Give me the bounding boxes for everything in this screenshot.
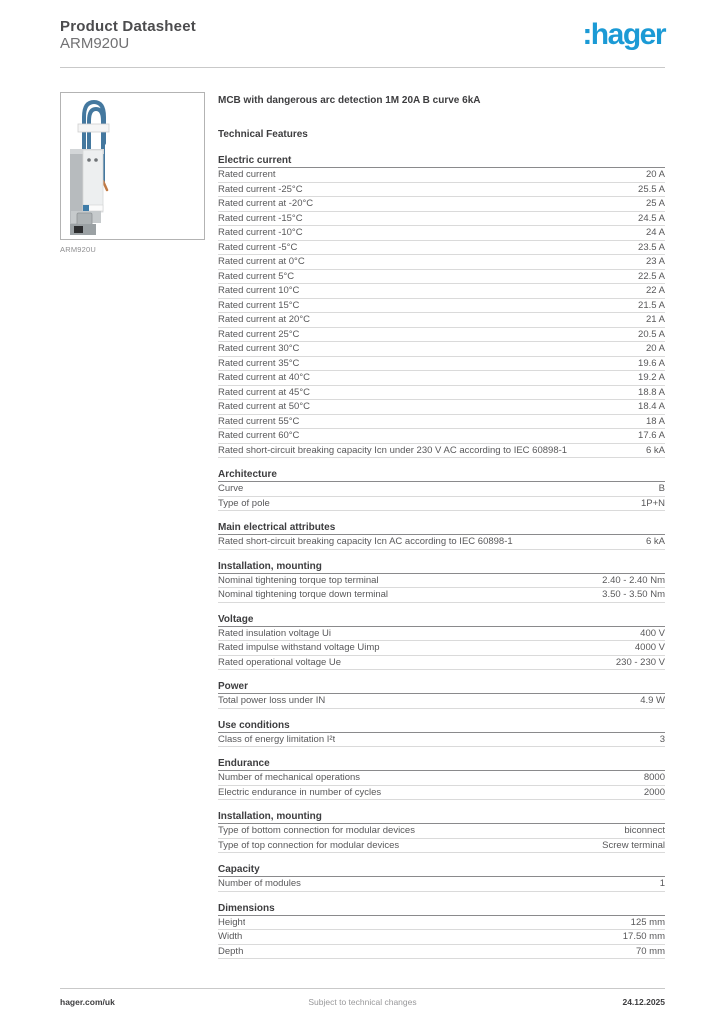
spec-row-value: 1P+N	[640, 497, 665, 509]
spec-row-label: Rated current at 40°C	[218, 372, 310, 384]
technical-features-heading: Technical Features	[218, 129, 308, 140]
footer-row	[60, 997, 665, 1007]
spec-row-value: 23.5 A	[638, 241, 665, 253]
spec-row-label: Rated operational voltage Ue	[218, 656, 342, 668]
spec-row	[218, 313, 665, 328]
spec-section-title: Main electrical attributes	[218, 522, 665, 535]
spec-row-label: Nominal tightening torque top terminal	[218, 574, 379, 586]
spec-row-label: Class of energy limitation I²t	[218, 733, 336, 745]
spec-section-rows	[218, 535, 665, 550]
spec-row	[218, 694, 665, 709]
spec-row	[218, 930, 665, 945]
spec-section-rows	[218, 916, 665, 960]
spec-section-rows	[218, 168, 665, 458]
spec-row-value: 23 A	[645, 256, 665, 268]
spec-row-value: 19.2 A	[638, 372, 665, 384]
spec-section-title: Installation, mounting	[218, 811, 665, 824]
spec-row-value: 3.50 - 3.50 Nm	[602, 589, 665, 601]
spec-row	[218, 444, 665, 459]
header-divider	[60, 67, 665, 68]
spec-row	[218, 342, 665, 357]
spec-row-value: 17.6 A	[638, 430, 665, 442]
product-description: MCB with dangerous arc detection 1M 20A B curve 6kA	[218, 95, 481, 106]
spec-row-value: 18.8 A	[638, 386, 665, 398]
spec-row	[218, 588, 665, 603]
spec-row-label: Rated current -25°C	[218, 183, 303, 195]
spec-row-value: 25 A	[645, 198, 665, 210]
spec-row	[218, 212, 665, 227]
spec-section-rows	[218, 877, 665, 892]
spec-section-rows	[218, 627, 665, 671]
spec-row-value: 6 kA	[645, 536, 665, 548]
spec-row	[218, 482, 665, 497]
spec-row	[218, 400, 665, 415]
spec-row-value: 4000 V	[634, 642, 665, 654]
spec-row	[218, 786, 665, 801]
spec-row-value: 6 kA	[645, 444, 665, 456]
spec-row-value: 125 mm	[630, 916, 665, 928]
spec-section-rows	[218, 733, 665, 748]
spec-row-value: 70 mm	[635, 945, 665, 957]
spec-row	[218, 877, 665, 892]
spec-row-value: Screw terminal	[602, 839, 665, 851]
spec-row	[218, 371, 665, 386]
spec-row-label: Rated current at 0°C	[218, 256, 305, 268]
spec-row	[218, 284, 665, 299]
spec-row	[218, 824, 665, 839]
technical-column	[218, 92, 665, 959]
spec-row-label: Type of top connection for modular devices	[218, 839, 400, 851]
spec-row-value: 18.4 A	[638, 401, 665, 413]
spec-row-value: 1	[659, 878, 665, 890]
spec-row	[218, 839, 665, 854]
spec-row-value: 25.5 A	[638, 183, 665, 195]
spec-row-label: Rated insulation voltage Ui	[218, 627, 332, 639]
spec-section-title: Installation, mounting	[218, 561, 665, 574]
spec-row	[218, 197, 665, 212]
spec-section	[218, 614, 665, 671]
spec-row-label: Rated current 30°C	[218, 343, 300, 355]
spec-row-label: Rated short-circuit breaking capacity Icn AC according to IEC 60898-1	[218, 536, 513, 548]
spec-row	[218, 168, 665, 183]
spec-row	[218, 255, 665, 270]
spec-row-value: 18 A	[645, 415, 665, 427]
spec-row-value: 19.6 A	[638, 357, 665, 369]
spec-row-label: Number of modules	[218, 878, 301, 890]
spec-section	[218, 681, 665, 709]
spec-row	[218, 535, 665, 550]
spec-row-label: Rated current -10°C	[218, 227, 303, 239]
spec-row-label: Type of pole	[218, 497, 270, 509]
page-header	[60, 18, 665, 52]
spec-section-title: Architecture	[218, 469, 665, 482]
spec-row-value: 230 - 230 V	[615, 656, 665, 668]
spec-section-rows	[218, 694, 665, 709]
spec-sections	[218, 155, 665, 959]
spec-row	[218, 771, 665, 786]
spec-row	[218, 916, 665, 931]
spec-row	[218, 497, 665, 512]
spec-row-label: Rated current -5°C	[218, 241, 298, 253]
spec-row	[218, 357, 665, 372]
spec-row	[218, 733, 665, 748]
spec-row-label: Rated short-circuit breaking capacity Icn under 230 V AC according to IEC 60898-1	[218, 444, 568, 456]
spec-row-label: Curve	[218, 483, 244, 495]
spec-section-title: Electric current	[218, 155, 665, 168]
spec-section	[218, 155, 665, 458]
spec-row-label: Rated current 15°C	[218, 299, 300, 311]
spec-row-value: 20.5 A	[638, 328, 665, 340]
spec-row-label: Electric endurance in number of cycles	[218, 786, 382, 798]
spec-row-label: Rated current 25°C	[218, 328, 300, 340]
spec-row-value: 24 A	[645, 227, 665, 239]
spec-row-label: Rated current at 50°C	[218, 401, 310, 413]
page-title: Product Datasheet	[60, 18, 196, 35]
spec-row-value: 400 V	[640, 627, 665, 639]
spec-row-value: 4.9 W	[640, 695, 665, 707]
spec-row-value: 21.5 A	[638, 299, 665, 311]
spec-section-rows	[218, 574, 665, 603]
spec-row	[218, 270, 665, 285]
spec-section-title: Voltage	[218, 614, 665, 627]
spec-row-label: Rated current 10°C	[218, 285, 300, 297]
spec-section-rows	[218, 482, 665, 511]
spec-section	[218, 903, 665, 960]
spec-row	[218, 574, 665, 589]
product-reference: ARM920U	[60, 35, 130, 52]
spec-row-label: Number of mechanical operations	[218, 772, 361, 784]
spec-section-title: Capacity	[218, 864, 665, 877]
spec-row-label: Rated impulse withstand voltage Uimp	[218, 642, 380, 654]
spec-row-label: Height	[218, 916, 246, 928]
spec-row	[218, 627, 665, 642]
spec-row-label: Rated current 55°C	[218, 415, 300, 427]
spec-row	[218, 415, 665, 430]
spec-section-title: Power	[218, 681, 665, 694]
spec-row-label: Width	[218, 931, 243, 943]
spec-row	[218, 299, 665, 314]
spec-section-title: Use conditions	[218, 720, 665, 733]
hager-logo: :hager	[582, 18, 665, 51]
spec-section	[218, 720, 665, 748]
footer-disclaimer: Subject to technical changes	[308, 997, 417, 1007]
spec-section-rows	[218, 771, 665, 800]
spec-row	[218, 386, 665, 401]
footer-date: 24.12.2025	[622, 997, 666, 1007]
footer-website: hager.com/uk	[60, 997, 115, 1007]
spec-row-label: Rated current	[218, 169, 276, 181]
spec-row-label: Rated current 35°C	[218, 357, 300, 369]
spec-row-value: 3	[659, 733, 665, 745]
spec-section	[218, 864, 665, 892]
spec-row	[218, 945, 665, 960]
spec-row-value: 2.40 - 2.40 Nm	[602, 574, 665, 586]
spec-row-value: 20 A	[645, 169, 665, 181]
spec-row-value: 2000	[643, 786, 665, 798]
product-image-frame	[60, 92, 205, 240]
spec-section	[218, 522, 665, 550]
spec-row-value: 21 A	[645, 314, 665, 326]
spec-row-label: Rated current at 20°C	[218, 314, 310, 326]
spec-row-label: Rated current 5°C	[218, 270, 295, 282]
spec-row	[218, 241, 665, 256]
spec-section	[218, 758, 665, 800]
spec-row-label: Total power loss under IN	[218, 695, 326, 707]
spec-row-label: Rated current at 45°C	[218, 386, 310, 398]
spec-row	[218, 656, 665, 671]
spec-row	[218, 226, 665, 241]
spec-row-label: Type of bottom connection for modular devices	[218, 825, 415, 837]
spec-section-title: Dimensions	[218, 903, 665, 916]
product-image-caption: ARM920U	[60, 245, 96, 254]
spec-row	[218, 328, 665, 343]
spec-row-value: B	[658, 483, 665, 495]
page-footer	[60, 988, 665, 1007]
spec-section-rows	[218, 824, 665, 853]
spec-row-value: 17.50 mm	[622, 931, 665, 943]
spec-row-label: Rated current -15°C	[218, 212, 303, 224]
spec-row-value: 24.5 A	[638, 212, 665, 224]
spec-row	[218, 183, 665, 198]
spec-row-label: Depth	[218, 945, 244, 957]
spec-section	[218, 561, 665, 603]
spec-section	[218, 469, 665, 511]
spec-row-value: 22.5 A	[638, 270, 665, 282]
footer-divider	[60, 988, 665, 989]
spec-row-label: Rated current at -20°C	[218, 198, 314, 210]
product-image-column	[60, 92, 205, 254]
spec-row-value: 22 A	[645, 285, 665, 297]
spec-row-value: 20 A	[645, 343, 665, 355]
mcb-device-with-blue-wire-icon	[61, 93, 205, 240]
spec-section-title: Endurance	[218, 758, 665, 771]
spec-row	[218, 641, 665, 656]
spec-row-label: Rated current 60°C	[218, 430, 300, 442]
spec-row-label: Nominal tightening torque down terminal	[218, 589, 389, 601]
spec-row	[218, 429, 665, 444]
spec-section	[218, 811, 665, 853]
spec-row-value: 8000	[643, 772, 665, 784]
spec-row-value: biconnect	[624, 825, 665, 837]
